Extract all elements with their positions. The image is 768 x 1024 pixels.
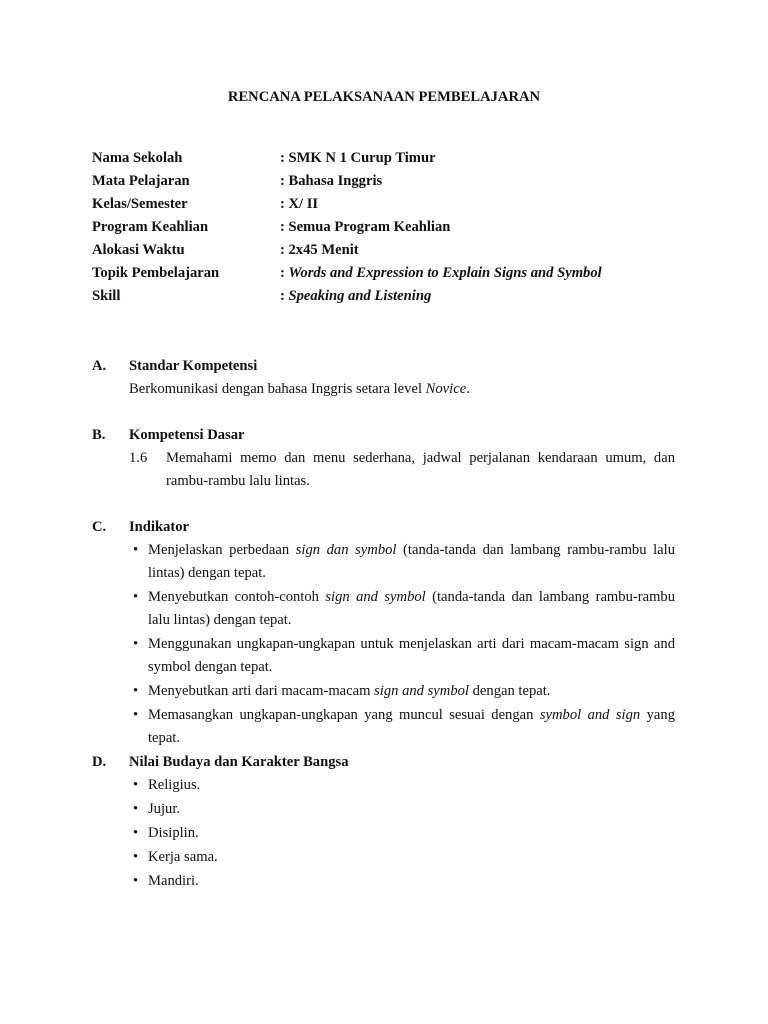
section-letter: D. — [92, 754, 107, 770]
section-heading: Standar Kompetensi — [129, 358, 258, 374]
list-item — [133, 870, 675, 893]
text: (tanda-tanda dan lambang rambu-rambu lalu lintas) dengan tepat. — [148, 542, 675, 581]
text: Menyebutkan contoh-contoh — [148, 589, 326, 605]
text: . — [466, 381, 470, 397]
info-value: : SMK N 1 Curup Timur — [280, 150, 436, 166]
text: Religius. — [148, 777, 201, 793]
section-letter: C. — [92, 519, 107, 535]
text-italic: symbol and sign — [539, 707, 641, 723]
info-row — [92, 262, 692, 285]
item-text: Memahami memo dan menu sederhana, jadwal perjalanan kendaraan umum, dan rambu-rambu lalu lintas. — [166, 450, 675, 489]
list-item — [133, 680, 675, 703]
text-italic: sign and symbol — [374, 683, 469, 699]
list-item — [133, 846, 675, 869]
text: Kerja sama. — [148, 849, 218, 865]
bullet-icon: • — [133, 589, 139, 605]
document-title: RENCANA PELAKSANAAN PEMBELAJARAN — [227, 89, 541, 105]
list-item — [133, 774, 675, 797]
text: Menggunakan ungkapan-ungkapan untuk menjelaskan arti dari macam-macam sign and symbol dengan tepat. — [148, 636, 675, 675]
list-item — [133, 798, 675, 821]
list-item — [133, 586, 675, 632]
bullet-icon: • — [133, 683, 139, 699]
text: Menjelaskan perbedaan — [148, 542, 296, 558]
text-italic: sign dan symbol — [295, 542, 397, 558]
info-label: Mata Pelajaran — [92, 173, 190, 189]
info-value: : 2x45 Menit — [280, 242, 359, 258]
info-value-wrap — [280, 262, 602, 285]
bullet-icon: • — [133, 825, 139, 841]
info-value: : Bahasa Inggris — [280, 173, 383, 189]
bullet-icon: • — [133, 636, 139, 652]
numbered-item — [129, 447, 675, 493]
text-italic: Novice — [425, 381, 467, 397]
text-italic: sign and symbol — [325, 589, 426, 605]
text: Memasangkan ungkapan-ungkapan yang muncul sesuai dengan — [148, 707, 540, 723]
list-item — [133, 822, 675, 845]
info-row — [92, 170, 692, 193]
info-label: Kelas/Semester — [92, 196, 188, 212]
info-value: : X/ II — [280, 196, 319, 212]
text: (tanda-tanda dan lambang rambu-rambu lalu lintas) dengan tepat. — [148, 589, 676, 628]
section-heading: Kompetensi Dasar — [129, 427, 245, 443]
info-value: Speaking and Listening — [288, 288, 432, 304]
info-label: Topik Pembelajaran — [92, 265, 220, 281]
bullet-icon: • — [133, 873, 139, 889]
bullet-icon: • — [133, 777, 139, 793]
values-list — [133, 774, 675, 893]
info-label: Skill — [92, 288, 121, 304]
section-c — [92, 516, 675, 751]
item-number: 1.6 — [129, 450, 148, 466]
text: dengan tepat. — [468, 683, 551, 699]
text: Mandiri. — [148, 873, 199, 889]
info-value-wrap — [280, 285, 431, 308]
bullet-icon: • — [133, 801, 139, 817]
section-heading: Nilai Budaya dan Karakter Bangsa — [129, 754, 349, 770]
section-d — [92, 751, 675, 894]
text: Disiplin. — [148, 825, 199, 841]
info-row — [92, 193, 692, 216]
section-a — [92, 355, 675, 401]
text: yang tepat. — [148, 707, 675, 746]
text: Jujur. — [148, 801, 181, 817]
section-text — [129, 378, 675, 401]
list-item — [133, 704, 675, 750]
info-label: Alokasi Waktu — [92, 242, 185, 258]
indicator-list — [133, 539, 675, 750]
bullet-icon: • — [133, 849, 139, 865]
info-table — [92, 147, 692, 308]
colon: : — [280, 288, 289, 304]
info-value: : Semua Program Keahlian — [280, 219, 451, 235]
bullet-icon: • — [133, 707, 139, 723]
info-row — [92, 285, 692, 308]
info-row — [92, 216, 692, 239]
info-label: Nama Sekolah — [92, 150, 183, 166]
bullet-icon: • — [133, 542, 139, 558]
info-label: Program Keahlian — [92, 219, 209, 235]
section-letter: A. — [92, 358, 107, 374]
info-value: Words and Expression to Explain Signs and Symbol — [288, 265, 602, 281]
list-item — [133, 633, 675, 679]
info-row — [92, 239, 692, 262]
info-row — [92, 147, 692, 170]
colon: : — [280, 265, 289, 281]
section-heading: Indikator — [129, 519, 190, 535]
section-b — [92, 424, 675, 493]
text: Menyebutkan arti dari macam-macam — [148, 683, 375, 699]
section-letter: B. — [92, 427, 106, 443]
list-item — [133, 539, 675, 585]
text: Berkomunikasi dengan bahasa Inggris setara level — [129, 381, 426, 397]
